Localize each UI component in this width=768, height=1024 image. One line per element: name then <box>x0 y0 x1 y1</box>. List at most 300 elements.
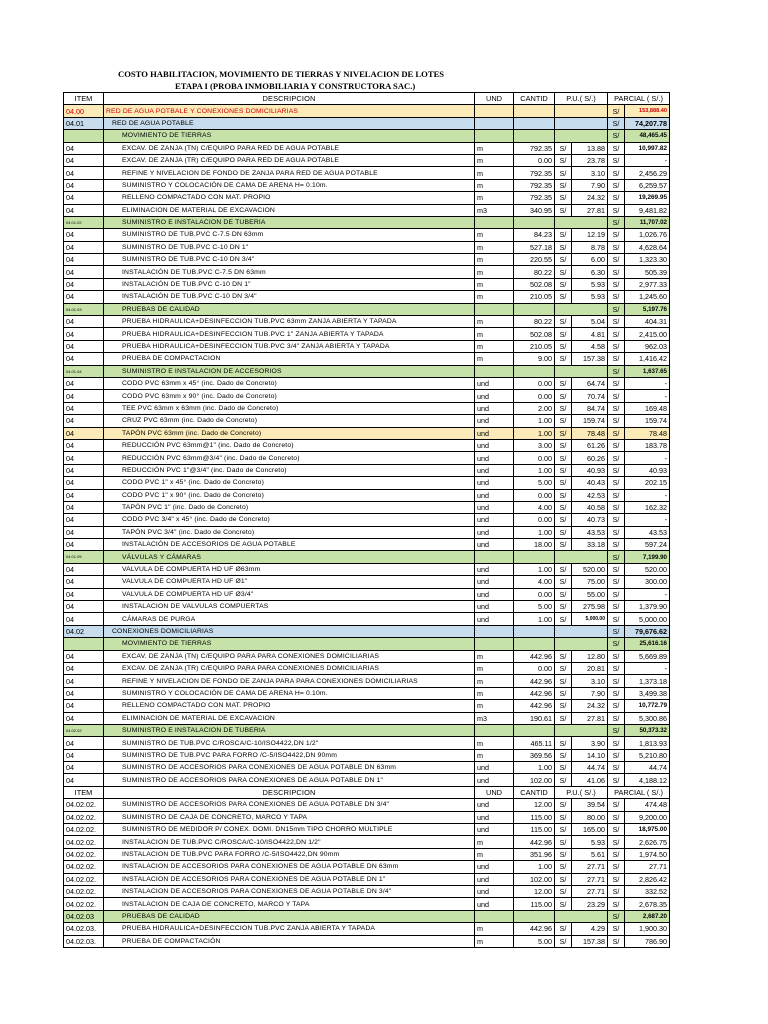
currency-symbol: S/ <box>608 340 625 352</box>
item-quantity: 190.61 <box>514 712 555 724</box>
empty-cell <box>475 910 514 922</box>
item-unit-price: 3.90 <box>572 737 608 749</box>
currency-symbol: S/ <box>555 291 572 303</box>
empty-cell <box>475 551 514 563</box>
item-partial: 1,416.42 <box>625 353 670 365</box>
item-unit-price: 4.29 <box>572 923 608 935</box>
item-quantity: 502.08 <box>514 278 555 290</box>
cost-table <box>63 92 670 948</box>
item-unit: und <box>475 415 514 427</box>
item-description: CÁMARAS DE PURGA <box>104 613 475 625</box>
section-code <box>64 130 104 142</box>
item-description: REDUCCIÓN PVC 63mm@3/4" (inc. Dado de Concreto) <box>104 452 475 464</box>
section-title: MOVIMIENTO DE TIERRAS <box>104 638 475 650</box>
item-code: 04 <box>64 526 104 538</box>
currency-symbol: S/ <box>608 910 625 922</box>
currency-symbol: S/ <box>608 613 625 625</box>
currency-symbol: S/ <box>608 526 625 538</box>
item-unit: und <box>475 477 514 489</box>
item-quantity: 1.00 <box>514 613 555 625</box>
item-unit-price: 5,000.00 <box>572 613 608 625</box>
header-description: DESCRIPCION <box>104 93 475 105</box>
currency-symbol: S/ <box>555 316 572 328</box>
section-title: RED DE AGUA POTABLE <box>104 117 475 129</box>
currency-symbol: S/ <box>608 303 625 315</box>
header-partial: PARCIAL ( S/.) <box>608 786 670 798</box>
empty-cell <box>514 105 555 117</box>
table-row <box>64 415 670 427</box>
item-partial: 202.15 <box>625 477 670 489</box>
item-quantity: 12.00 <box>514 886 555 898</box>
item-quantity: 4.00 <box>514 501 555 513</box>
currency-symbol: S/ <box>608 935 625 947</box>
table-row <box>64 861 670 873</box>
empty-cell <box>475 105 514 117</box>
currency-symbol: S/ <box>555 340 572 352</box>
item-code: 04 <box>64 712 104 724</box>
table-row <box>64 811 670 823</box>
item-description: INSTALACION DE TUB.PVC C/ROSCA/C-10/ISO4422,DN 1/2" <box>104 836 475 848</box>
item-unit-price: 60.26 <box>572 452 608 464</box>
item-unit-price: 159.74 <box>572 415 608 427</box>
item-code: 04.02.02. <box>64 824 104 836</box>
item-unit: und <box>475 613 514 625</box>
item-partial: 1,974.50 <box>625 848 670 860</box>
empty-cell <box>514 216 555 228</box>
currency-symbol: S/ <box>608 873 625 885</box>
table-row <box>64 526 670 538</box>
section-total: 7,199.90 <box>625 551 670 563</box>
header-unit: UND <box>475 786 514 798</box>
item-description: INSTALACIÓN DE TUB.PVC C-7.5 DN 63mm <box>104 266 475 278</box>
empty-cell <box>555 910 608 922</box>
currency-symbol: S/ <box>608 241 625 253</box>
item-unit-price: 14.10 <box>572 749 608 761</box>
currency-symbol: S/ <box>555 489 572 501</box>
section-total: 1,637.65 <box>625 365 670 377</box>
item-unit-price: 41.06 <box>572 774 608 786</box>
currency-symbol: S/ <box>555 824 572 836</box>
section-total: 74,207.78 <box>625 117 670 129</box>
item-unit: m <box>475 142 514 154</box>
empty-cell <box>514 724 555 736</box>
item-partial: 19,269.95 <box>625 192 670 204</box>
empty-cell <box>514 303 555 315</box>
item-unit: und <box>475 873 514 885</box>
section-row <box>64 638 670 650</box>
currency-symbol: S/ <box>608 724 625 736</box>
item-quantity: 1.00 <box>514 563 555 575</box>
table-row <box>64 241 670 253</box>
item-unit: und <box>475 576 514 588</box>
currency-symbol: S/ <box>608 130 625 142</box>
empty-cell <box>555 638 608 650</box>
item-description: INSTALACION DE CAJA DE CONCRETO, MARCO Y TAPA <box>104 898 475 910</box>
currency-symbol: S/ <box>555 687 572 699</box>
item-unit: m <box>475 662 514 674</box>
item-quantity: 5.00 <box>514 935 555 947</box>
item-partial: - <box>625 588 670 600</box>
section-row <box>64 365 670 377</box>
item-partial: 159.74 <box>625 415 670 427</box>
item-unit: m <box>475 836 514 848</box>
currency-symbol: S/ <box>608 254 625 266</box>
currency-symbol: S/ <box>555 154 572 166</box>
item-code: 04 <box>64 390 104 402</box>
item-unit: und <box>475 799 514 811</box>
item-unit: und <box>475 427 514 439</box>
item-quantity: 0.00 <box>514 588 555 600</box>
item-quantity: 442.96 <box>514 700 555 712</box>
item-quantity: 465.11 <box>514 737 555 749</box>
item-partial: 2,415.00 <box>625 328 670 340</box>
item-unit-price: 12.80 <box>572 650 608 662</box>
table-row <box>64 712 670 724</box>
table-row <box>64 675 670 687</box>
item-quantity: 3.00 <box>514 439 555 451</box>
currency-symbol: S/ <box>608 439 625 451</box>
item-code: 04.02.03. <box>64 923 104 935</box>
table-row <box>64 514 670 526</box>
table-row <box>64 898 670 910</box>
item-code: 04 <box>64 204 104 216</box>
table-row <box>64 464 670 476</box>
item-partial: 786.90 <box>625 935 670 947</box>
item-unit-price: 7.90 <box>572 179 608 191</box>
item-quantity: 2.00 <box>514 402 555 414</box>
item-unit-price: 6.30 <box>572 266 608 278</box>
item-unit: m <box>475 167 514 179</box>
table-row <box>64 439 670 451</box>
item-quantity: 442.96 <box>514 687 555 699</box>
table-row <box>64 204 670 216</box>
section-code: 04.01.02 <box>64 216 104 228</box>
item-quantity: 102.00 <box>514 873 555 885</box>
currency-symbol: S/ <box>555 501 572 513</box>
item-quantity: 18.00 <box>514 539 555 551</box>
item-unit-price: 4.58 <box>572 340 608 352</box>
item-partial: 9,200.00 <box>625 811 670 823</box>
item-partial: 2,826.42 <box>625 873 670 885</box>
item-unit-price: 520.00 <box>572 563 608 575</box>
item-quantity: 1.00 <box>514 526 555 538</box>
currency-symbol: S/ <box>608 154 625 166</box>
item-description: TAPÓN PVC 63mm (inc. Dado de Concreto) <box>104 427 475 439</box>
currency-symbol: S/ <box>608 142 625 154</box>
table-row <box>64 291 670 303</box>
currency-symbol: S/ <box>608 886 625 898</box>
currency-symbol: S/ <box>555 328 572 340</box>
currency-symbol: S/ <box>555 563 572 575</box>
item-description: TAPÓN PVC 3/4" (inc. Dado de Concreto) <box>104 526 475 538</box>
currency-symbol: S/ <box>555 935 572 947</box>
item-code: 04.02.02. <box>64 898 104 910</box>
table-row <box>64 142 670 154</box>
item-description: SUMINISTRO DE ACCESORIOS PARA CONEXIONES DE AGUA POTABLE DN 1" <box>104 774 475 786</box>
table-row <box>64 328 670 340</box>
section-code: 04.02 <box>64 625 104 637</box>
section-total: 5,197.76 <box>625 303 670 315</box>
item-code: 04 <box>64 675 104 687</box>
item-unit: und <box>475 898 514 910</box>
item-partial: - <box>625 514 670 526</box>
item-description: TEE PVC 63mm x 63mm (inc. Dado de Concreto) <box>104 402 475 414</box>
empty-cell <box>514 117 555 129</box>
table-row <box>64 402 670 414</box>
item-unit-price: 61.26 <box>572 439 608 451</box>
table-row <box>64 278 670 290</box>
section-row <box>64 625 670 637</box>
item-quantity: 0.00 <box>514 514 555 526</box>
table-row <box>64 390 670 402</box>
item-unit-price: 24.32 <box>572 192 608 204</box>
empty-cell <box>514 365 555 377</box>
item-unit: und <box>475 886 514 898</box>
item-description: VALVULA DE COMPUERTA HD UF Ø63mm <box>104 563 475 575</box>
table-row <box>64 576 670 588</box>
item-code: 04.02.02. <box>64 873 104 885</box>
item-code: 04 <box>64 774 104 786</box>
item-partial: 474.48 <box>625 799 670 811</box>
section-row <box>64 910 670 922</box>
section-code: 04.00 <box>64 105 104 117</box>
empty-cell <box>555 117 608 129</box>
currency-symbol: S/ <box>555 514 572 526</box>
item-partial: 1,900.30 <box>625 923 670 935</box>
table-row <box>64 316 670 328</box>
item-description: REFINE Y NIVELACION DE FONDO DE ZANJA PARA RED DE AGUA POTABLE <box>104 167 475 179</box>
item-unit-price: 13.88 <box>572 142 608 154</box>
currency-symbol: S/ <box>608 477 625 489</box>
item-code: 04 <box>64 278 104 290</box>
item-description: CODO PVC 1" x 90° (inc. Dado de Concreto) <box>104 489 475 501</box>
item-code: 04 <box>64 576 104 588</box>
header-item: ITEM <box>64 786 104 798</box>
empty-cell <box>514 625 555 637</box>
currency-symbol: S/ <box>608 229 625 241</box>
item-code: 04 <box>64 601 104 613</box>
item-quantity: 442.96 <box>514 675 555 687</box>
item-unit: und <box>475 811 514 823</box>
item-partial: 10,772.79 <box>625 700 670 712</box>
item-quantity: 527.18 <box>514 241 555 253</box>
currency-symbol: S/ <box>608 390 625 402</box>
table-row <box>64 477 670 489</box>
item-partial: 5,300.86 <box>625 712 670 724</box>
item-unit-price: 4.81 <box>572 328 608 340</box>
empty-cell <box>514 910 555 922</box>
item-unit: und <box>475 526 514 538</box>
item-description: INSTALACION DE TUB.PVC PARA FORRO /C-5/ISO4422,DN 90mm <box>104 848 475 860</box>
item-description: REFINE Y NIVELACION DE FONDO DE ZANJA PARA PARA CONEXIONES DOMICILIARIAS <box>104 675 475 687</box>
table-row <box>64 824 670 836</box>
item-code: 04 <box>64 316 104 328</box>
currency-symbol: S/ <box>608 601 625 613</box>
item-unit: und <box>475 563 514 575</box>
item-unit: m <box>475 687 514 699</box>
item-code: 04 <box>64 241 104 253</box>
item-quantity: 1.00 <box>514 427 555 439</box>
empty-cell <box>555 105 608 117</box>
item-unit-price: 275.98 <box>572 601 608 613</box>
item-description: RELLENO COMPACTADO CON MAT. PROPIO <box>104 192 475 204</box>
item-description: PRUEBA HIDRAULICA+DESINFECCION TUB.PVC ZANJA ABIERTA Y TAPADA <box>104 923 475 935</box>
item-unit-price: 5.93 <box>572 278 608 290</box>
item-quantity: 0.00 <box>514 154 555 166</box>
item-unit-price: 165.00 <box>572 824 608 836</box>
item-partial: - <box>625 662 670 674</box>
item-unit-price: 43.53 <box>572 526 608 538</box>
item-unit: m <box>475 328 514 340</box>
item-description: INSTALACION DE ACCESORIOS PARA CONEXIONES DE AGUA POTABLE DN 1" <box>104 873 475 885</box>
item-quantity: 1.00 <box>514 415 555 427</box>
item-unit: m <box>475 353 514 365</box>
currency-symbol: S/ <box>608 551 625 563</box>
item-unit-price: 55.00 <box>572 588 608 600</box>
currency-symbol: S/ <box>608 501 625 513</box>
item-partial: 1,813.93 <box>625 737 670 749</box>
item-code: 04 <box>64 749 104 761</box>
currency-symbol: S/ <box>608 824 625 836</box>
item-quantity: 102.00 <box>514 774 555 786</box>
item-unit-price: 27.81 <box>572 712 608 724</box>
currency-symbol: S/ <box>555 377 572 389</box>
item-partial: 962.03 <box>625 340 670 352</box>
item-quantity: 84.23 <box>514 229 555 241</box>
item-code: 04 <box>64 489 104 501</box>
item-unit: und <box>475 439 514 451</box>
item-partial: - <box>625 154 670 166</box>
item-quantity: 340.95 <box>514 204 555 216</box>
empty-cell <box>475 303 514 315</box>
item-unit: m <box>475 241 514 253</box>
currency-symbol: S/ <box>555 452 572 464</box>
empty-cell <box>514 551 555 563</box>
currency-symbol: S/ <box>608 377 625 389</box>
table-row <box>64 873 670 885</box>
item-partial: 520.00 <box>625 563 670 575</box>
item-partial: 9,481.82 <box>625 204 670 216</box>
currency-symbol: S/ <box>608 700 625 712</box>
item-description: SUMINISTRO DE TUB.PVC C-10 DN 3/4" <box>104 254 475 266</box>
item-unit: und <box>475 501 514 513</box>
currency-symbol: S/ <box>555 923 572 935</box>
item-partial: 6,259.57 <box>625 179 670 191</box>
item-partial: 78.48 <box>625 427 670 439</box>
item-description: PRUEBA HIDRAULICA+DESINFECCION TUB.PVC 63mm ZANJA ABIERTA Y TAPADA <box>104 316 475 328</box>
currency-symbol: S/ <box>555 774 572 786</box>
item-partial: 404.31 <box>625 316 670 328</box>
empty-cell <box>555 724 608 736</box>
item-unit-price: 70.74 <box>572 390 608 402</box>
item-quantity: 115.00 <box>514 811 555 823</box>
currency-symbol: S/ <box>608 415 625 427</box>
item-partial: 5,000.00 <box>625 613 670 625</box>
item-unit-price: 42.53 <box>572 489 608 501</box>
item-partial: 597.24 <box>625 539 670 551</box>
item-unit: und <box>475 452 514 464</box>
item-unit-price: 40.58 <box>572 501 608 513</box>
item-unit-price: 157.38 <box>572 353 608 365</box>
table-row <box>64 588 670 600</box>
empty-cell <box>475 638 514 650</box>
table-row <box>64 650 670 662</box>
currency-symbol: S/ <box>555 142 572 154</box>
item-code: 04 <box>64 291 104 303</box>
currency-symbol: S/ <box>608 799 625 811</box>
item-quantity: 442.96 <box>514 650 555 662</box>
item-quantity: 0.00 <box>514 489 555 501</box>
currency-symbol: S/ <box>555 254 572 266</box>
currency-symbol: S/ <box>608 588 625 600</box>
item-unit: m <box>475 316 514 328</box>
item-code: 04 <box>64 700 104 712</box>
item-unit: m <box>475 266 514 278</box>
item-description: SUMINISTRO DE TUB.PVC C-7.5 DN 63mm <box>104 229 475 241</box>
currency-symbol: S/ <box>608 192 625 204</box>
currency-symbol: S/ <box>608 712 625 724</box>
section-row <box>64 130 670 142</box>
table-row <box>64 353 670 365</box>
table-row <box>64 266 670 278</box>
item-partial: 43.53 <box>625 526 670 538</box>
table-row <box>64 167 670 179</box>
currency-symbol: S/ <box>555 836 572 848</box>
item-unit: m <box>475 179 514 191</box>
item-partial: - <box>625 489 670 501</box>
item-unit: und <box>475 588 514 600</box>
item-unit-price: 20.81 <box>572 662 608 674</box>
currency-symbol: S/ <box>555 427 572 439</box>
currency-symbol: S/ <box>555 278 572 290</box>
currency-symbol: S/ <box>608 625 625 637</box>
empty-cell <box>475 365 514 377</box>
item-quantity: 210.05 <box>514 340 555 352</box>
currency-symbol: S/ <box>608 836 625 848</box>
item-unit-price: 8.78 <box>572 241 608 253</box>
item-code: 04 <box>64 340 104 352</box>
item-unit: m <box>475 923 514 935</box>
item-description: CODO PVC 63mm x 45° (inc. Dado de Concreto) <box>104 377 475 389</box>
item-description: SUMINISTRO DE ACCESORIOS PARA CONEXIONES DE AGUA POTABLE DN 3/4" <box>104 799 475 811</box>
empty-cell <box>475 216 514 228</box>
item-unit: und <box>475 390 514 402</box>
currency-symbol: S/ <box>608 774 625 786</box>
item-partial: 1,026.76 <box>625 229 670 241</box>
item-unit-price: 75.00 <box>572 576 608 588</box>
item-code: 04.02.02. <box>64 848 104 860</box>
item-unit: und <box>475 762 514 774</box>
currency-symbol: S/ <box>555 192 572 204</box>
currency-symbol: S/ <box>555 526 572 538</box>
table-row <box>64 848 670 860</box>
currency-symbol: S/ <box>608 650 625 662</box>
item-unit: und <box>475 539 514 551</box>
item-unit: m <box>475 848 514 860</box>
section-code: 04.01.05 <box>64 551 104 563</box>
item-description: PRUEBA HIDRAULICA+DESINFECCION TUB.PVC 3/4" ZANJA ABIERTA Y TAPADA <box>104 340 475 352</box>
item-partial: 2,456.29 <box>625 167 670 179</box>
item-code: 04.02.02. <box>64 886 104 898</box>
table-row <box>64 886 670 898</box>
item-unit: m <box>475 229 514 241</box>
section-title: VÁLVULAS Y CÁMARAS <box>104 551 475 563</box>
item-code: 04 <box>64 501 104 513</box>
item-unit-price: 5.93 <box>572 836 608 848</box>
item-code: 04 <box>64 328 104 340</box>
table-row <box>64 427 670 439</box>
item-unit-price: 5.93 <box>572 291 608 303</box>
